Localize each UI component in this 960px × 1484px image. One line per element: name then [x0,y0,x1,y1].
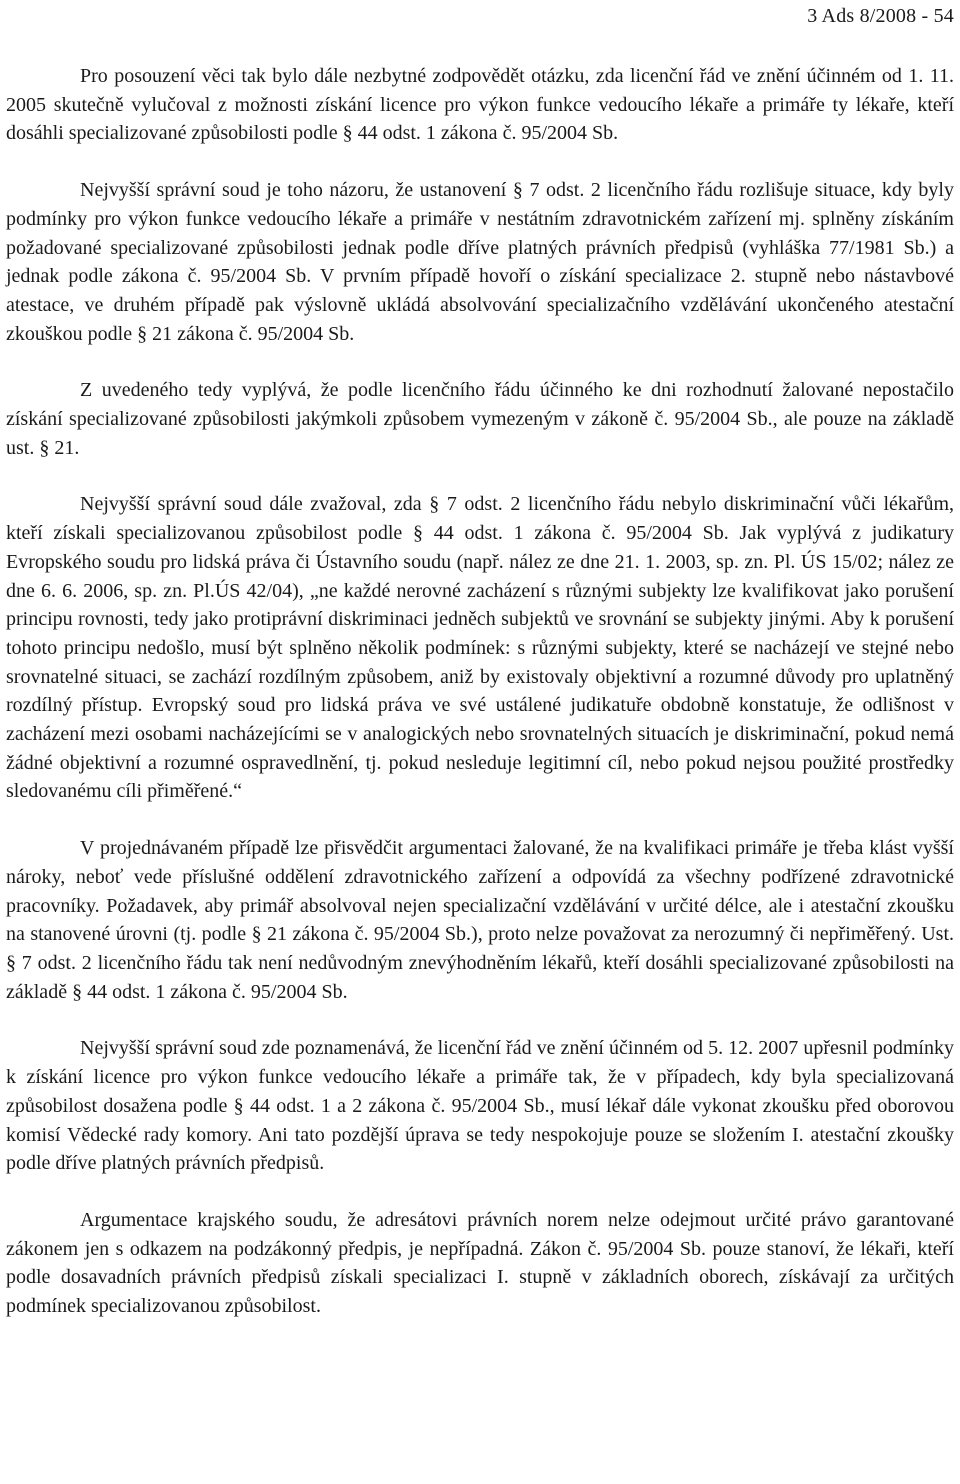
paragraph-regional-court-argument: Argumentace krajského soudu, že adresátovi právních norem nelze odejmout určité právo garantované zákonem jen s odkazem na podzákonný předpis, je nepřípadná. Zákon č. 95/2004 Sb. pouze stanoví, že lékaři, kteří podle dosavadních právních předpisů získali specializaci I. stupně v základních oborech, získávají za určitých podmínek specializovanou způsobilost. [6,1208,954,1318]
paragraph-conclusion: Z uvedeného tedy vyplývá, že podle licenčního řádu účinného ke dni rozhodnutí žalované nepostačilo získání specializované způsobilosti jakýmkoli způsobem vymezeným v zákoně č. 95/2004 Sb., ale pouze na základě ust. § 21. [6,379,954,459]
paragraph-discrimination: Nejvyšší správní soud dále zvažoval, zda § 7 odst. 2 licenčního řádu nebylo diskriminační vůči lékařům, kteří získali specializovanou způsobilost podle § 44 odst. 1 zákona č. 95/2004 Sb. Jak vyplývá z judikatury Evropského soudu pro lidská práva či Ústavního soudu (např. nález ze dne 21. 1. 2003, sp. zn. Pl. ÚS 15/02; nález ze dne 6. 6. 2006, sp. zn. Pl.ÚS 42/04), „ne každé nerovné zacházení s různými subjekty lze kvalifikovat jako porušení principu rovnosti, tedy jako protiprávní diskriminaci jedněch subjektů ve srovnání se subjekty jinými. Aby k porušení tohoto principu nedošlo, musí být splněno několik podmínek: s různými subjekty, které se nacházejí ve stejné nebo srovnatelné situaci, se zachází rozdílným způsobem, aniž by existovaly objektivní a rozumné důvody pro uplatněný rozdílný přístup. Evropský soud pro lidská práva ve své ustálené judikatuře obdobně konstatuje, že odlišnost v zacházení mezi osobami nacházejícími se v analogických nebo srovnatelných situacích je diskriminační, pokud nemá žádné objektivní a rozumné ospravedlnění, tj. pokud nesleduje legitimní cíl, nebo pokud nejsou použité prostředky sledovanému cíli přiměřené.“ [6,493,954,803]
document-body [6,62,954,1321]
paragraph-court-opinion: Nejvyšší správní soud je toho názoru, že ustanovení § 7 odst. 2 licenčního řádu rozlišuje situace, kdy byly podmínky pro výkon funkce vedoucího lékaře a primáře v nestátním zdravotnickém zařízení mj. splněny získáním požadované specializované způsobilosti jednak podle dříve platných právních předpisů (vyhláška 77/1981 Sb.) a jednak podle zákona č. 95/2004 Sb. V prvním případě hovoří o získání specializace 2. stupně nebo nástavbové atestace, ve druhém případě pak výslovně ukládá absolvování specializačního vzdělávání ukončeného atestační zkouškou podle § 21 zákona č. 95/2004 Sb. [6,179,954,345]
paragraph-licence-question: Pro posouzení věci tak bylo dále nezbytné zodpovědět otázku, zda licenční řád ve znění účinném od 1. 11. 2005 skutečně vylučoval z možnosti získání licence pro výkon funkce vedoucího lékaře a primáře ty lékaře, kteří dosáhli specializované způsobilosti podle § 44 odst. 1 zákona č. 95/2004 Sb. [6,65,954,145]
page-number-header: 3 Ads 8/2008 - 54 [807,5,954,27]
paragraph-later-amendment: Nejvyšší správní soud zde poznamenává, že licenční řád ve znění účinném od 5. 12. 2007 upřesnil podmínky k získání licence pro výkon funkce vedoucího lékaře a primáře tak, že v případech, kdy byla specializovaná způsobilost dosažena podle § 44 odst. 1 a 2 zákona č. 95/2004 Sb., musí lékař dále vykonat zkoušku před oborovou komisí Vědecké rady komory. Ani tato pozdější úprava se tedy nespokojuje pouze se složením I. atestační zkoušky podle dříve platných právních předpisů. [6,1037,954,1175]
paragraph-primar-requirements: V projednávaném případě lze přisvědčit argumentaci žalované, že na kvalifikaci primáře je třeba klást vyšší nároky, neboť vede příslušné oddělení zdravotnického zařízení a odpovídá za všechny podřízené zdravotnické pracovníky. Požadavek, aby primář absolvoval nejen specializační vzdělávání v určité délce, ale i atestační zkoušku na stanovené úrovni (tj. podle § 21 zákona č. 95/2004 Sb.), proto nelze považovat za nerozumný či nepřiměřený. Ust. § 7 odst. 2 licenčního řádu tak není nedůvodným znevýhodněním lékařů, kteří dosáhli specializované způsobilosti na základě § 44 odst. 1 zákona č. 95/2004 Sb. [6,837,954,1003]
